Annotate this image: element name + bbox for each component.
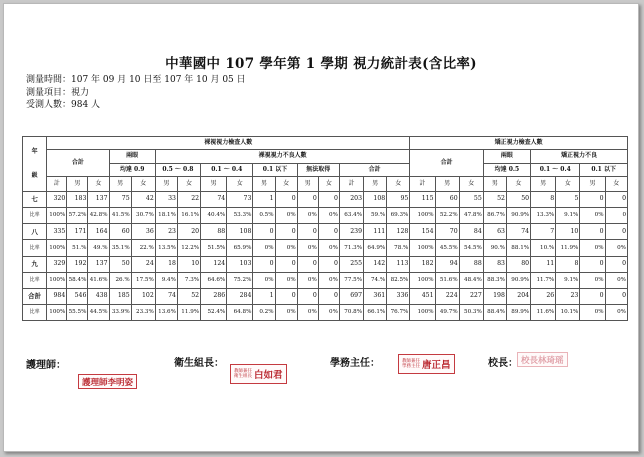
count-cell: 335 — [47, 224, 67, 240]
count-cell: 0 — [580, 288, 605, 304]
range-01-04-header: 0.1 ～ 0.4 — [201, 163, 253, 176]
count-cell: 329 — [47, 256, 67, 272]
count-cell: 0 — [297, 288, 318, 304]
ratio-cell: 13.5% — [155, 240, 177, 256]
grade-label: 七 — [23, 192, 47, 208]
ratio-cell: 10.1% — [556, 304, 580, 320]
table-row — [23, 224, 628, 240]
ratio-cell: 0% — [318, 208, 339, 224]
ratio-cell: 7.3% — [177, 272, 200, 288]
ratio-cell: 88.1% — [506, 240, 530, 256]
ratio-cell: 64.8% — [227, 304, 253, 320]
count-cell: 203 — [339, 192, 363, 208]
corr-range-01-04-header: 0.1 ～ 0.4 — [531, 163, 580, 176]
ratio-label: 比率 — [23, 272, 47, 288]
academic-stamp-small-a: 教師兼任 — [402, 359, 420, 364]
col-female: 女 — [459, 177, 483, 192]
count-cell: 74 — [506, 224, 530, 240]
ratio-cell: 0% — [253, 240, 275, 256]
header-row-2 — [23, 150, 628, 163]
count-cell: 0 — [297, 224, 318, 240]
ratio-cell: 70.8% — [339, 304, 363, 320]
nurse-stamp — [78, 374, 137, 389]
count-cell: 26 — [531, 288, 556, 304]
col-female: 女 — [506, 177, 530, 192]
ratio-cell: 51.% — [67, 240, 88, 256]
ratio-cell: 100% — [410, 304, 435, 320]
count-cell: 438 — [88, 288, 109, 304]
count-cell: 361 — [364, 288, 387, 304]
table-body — [23, 192, 628, 321]
table-row — [23, 288, 628, 304]
col-total: 計 — [410, 177, 435, 192]
ratio-cell: 90.9% — [506, 272, 530, 288]
academic-stamp-name: 唐正昌 — [422, 360, 451, 371]
table-row — [23, 240, 628, 256]
count-cell: 137 — [88, 256, 109, 272]
count-cell: 55 — [459, 192, 483, 208]
ratio-cell: 100% — [47, 240, 67, 256]
meta-block — [26, 74, 246, 112]
count-cell: 0 — [318, 256, 339, 272]
col-total: 計 — [339, 177, 363, 192]
ratio-cell: 64.6% — [201, 272, 227, 288]
naked-total-header: 合計 — [47, 150, 109, 177]
count-cell: 80 — [506, 256, 530, 272]
count-cell: 183 — [67, 192, 88, 208]
ratio-cell: 22.% — [131, 240, 155, 256]
ratio-cell: 26.% — [109, 272, 131, 288]
count-cell: 108 — [227, 224, 253, 240]
count-cell: 0 — [318, 192, 339, 208]
ratio-cell: 54.5% — [459, 240, 483, 256]
table-row — [23, 256, 628, 272]
ratio-cell: 0% — [275, 240, 297, 256]
ratio-cell: 11.6% — [531, 304, 556, 320]
academic-stamp-small-b: 學務主任 — [402, 364, 420, 369]
count-cell: 286 — [201, 288, 227, 304]
ratio-cell: 90.9% — [506, 208, 530, 224]
col-female: 女 — [177, 177, 200, 192]
count-cell: 224 — [435, 288, 459, 304]
ratio-cell: 52.2% — [435, 208, 459, 224]
ratio-cell: 18.1% — [155, 208, 177, 224]
ratio-cell: 0% — [580, 240, 605, 256]
count-cell: 60 — [109, 224, 131, 240]
count-cell: 0 — [297, 256, 318, 272]
ratio-cell: 0% — [297, 272, 318, 288]
count-cell: 192 — [67, 256, 88, 272]
col-male: 男 — [67, 177, 88, 192]
ratio-cell: 63.4% — [339, 208, 363, 224]
table-row — [23, 272, 628, 288]
ratio-cell: 9.4% — [155, 272, 177, 288]
ratio-label: 比率 — [23, 304, 47, 320]
count-cell: 182 — [410, 256, 435, 272]
corrected-bad-header: 矯正視力不良 — [531, 150, 628, 163]
col-male: 男 — [580, 177, 605, 192]
count-cell: 20 — [177, 224, 200, 240]
count-cell: 60 — [435, 192, 459, 208]
ratio-cell: 0% — [297, 208, 318, 224]
count-cell: 185 — [109, 288, 131, 304]
count-cell: 0 — [318, 224, 339, 240]
count-cell: 0 — [580, 256, 605, 272]
grade-header — [23, 137, 47, 192]
avg05-header: 均達 0.5 — [483, 163, 530, 176]
ratio-cell: 0.5% — [253, 208, 275, 224]
corrected-title: 矯正視力檢查人數 — [410, 137, 628, 150]
col-female: 女 — [605, 177, 627, 192]
ratio-cell: 0% — [580, 272, 605, 288]
col-male: 男 — [483, 177, 506, 192]
count-cell: 74 — [201, 192, 227, 208]
col-female: 女 — [131, 177, 155, 192]
ratio-cell: 100% — [410, 208, 435, 224]
ratio-cell: 89.9% — [506, 304, 530, 320]
count-cell: 5 — [556, 192, 580, 208]
count-cell: 24 — [131, 256, 155, 272]
count-cell: 198 — [483, 288, 506, 304]
ratio-cell: 51.6% — [435, 272, 459, 288]
ratio-cell: 23.3% — [131, 304, 155, 320]
count-cell: 546 — [67, 288, 88, 304]
count-cell: 137 — [88, 192, 109, 208]
count-cell: 164 — [88, 224, 109, 240]
count-cell: 42 — [131, 192, 155, 208]
count-cell: 70 — [435, 224, 459, 240]
table-row — [23, 304, 628, 320]
ratio-cell: 69.3% — [387, 208, 410, 224]
grade-label: 八 — [23, 224, 47, 240]
ratio-cell: 33.9% — [109, 304, 131, 320]
col-total: 計 — [47, 177, 67, 192]
ratio-cell: 45.5% — [435, 240, 459, 256]
count-cell: 984 — [47, 288, 67, 304]
ratio-cell: 11.9% — [556, 240, 580, 256]
col-male: 男 — [364, 177, 387, 192]
col-male: 男 — [297, 177, 318, 192]
ratio-cell: 88.3% — [483, 272, 506, 288]
col-female: 女 — [275, 177, 297, 192]
count-cell: 102 — [131, 288, 155, 304]
count-cell: 52 — [177, 288, 200, 304]
ratio-cell: 10.% — [531, 240, 556, 256]
academic-director-stamp — [398, 354, 455, 374]
col-male: 男 — [155, 177, 177, 192]
ratio-cell: 47.8% — [459, 208, 483, 224]
count-cell: 239 — [339, 224, 363, 240]
academic-director-label: 學務主任： — [330, 358, 380, 369]
count-cell: 0 — [605, 288, 627, 304]
count-cell: 0 — [605, 192, 627, 208]
ratio-cell: 59.% — [364, 208, 387, 224]
measure-item: 測量項目：視力 — [26, 87, 90, 98]
count-cell: 0 — [318, 288, 339, 304]
count-cell: 33 — [155, 192, 177, 208]
naked-bad-header: 裸視視力不良人數 — [155, 150, 410, 163]
count-cell: 63 — [483, 224, 506, 240]
col-female: 女 — [387, 177, 410, 192]
ratio-cell: 100% — [47, 208, 67, 224]
col-male: 男 — [201, 177, 227, 192]
ratio-cell: 71.3% — [339, 240, 363, 256]
count-cell: 94 — [435, 256, 459, 272]
col-female: 女 — [556, 177, 580, 192]
ratio-cell: 100% — [410, 240, 435, 256]
count-cell: 1 — [253, 288, 275, 304]
col-male: 男 — [253, 177, 275, 192]
academic-stamp-small — [402, 359, 420, 369]
table-row — [23, 192, 628, 208]
ratio-cell: 11.7% — [531, 272, 556, 288]
tested-count: 受測人數：984 人 — [26, 100, 101, 110]
count-cell: 128 — [387, 224, 410, 240]
ratio-cell: 100% — [410, 272, 435, 288]
count-cell: 0 — [605, 256, 627, 272]
count-cell: 74 — [155, 288, 177, 304]
ratio-cell: 75.2% — [227, 272, 253, 288]
both-eyes-header: 兩眼 — [109, 150, 155, 163]
ratio-cell: 65.9% — [227, 240, 253, 256]
ratio-cell: 50.3% — [459, 304, 483, 320]
ratio-cell: 13.3% — [531, 208, 556, 224]
nurse-stamp-text: 護理師李明姿 — [82, 377, 134, 388]
count-cell: 0 — [275, 192, 297, 208]
count-cell: 11 — [531, 256, 556, 272]
ratio-cell: 58.4% — [67, 272, 88, 288]
count-cell: 88 — [459, 256, 483, 272]
count-cell: 336 — [387, 288, 410, 304]
principal-stamp-text: 校長林琦瑶 — [521, 355, 564, 366]
document-page — [3, 3, 639, 452]
table-row — [23, 208, 628, 224]
count-cell: 10 — [177, 256, 200, 272]
count-cell: 255 — [339, 256, 363, 272]
ratio-cell: 0% — [318, 240, 339, 256]
col-male: 男 — [531, 177, 556, 192]
count-cell: 103 — [227, 256, 253, 272]
ratio-cell: 53.3% — [227, 208, 253, 224]
ratio-cell: 0% — [605, 272, 627, 288]
count-cell: 75 — [109, 192, 131, 208]
ratio-cell: 51.5% — [201, 240, 227, 256]
ratio-cell: 0% — [297, 304, 318, 320]
grade-header-top: 年 — [31, 147, 38, 155]
count-cell: 0 — [297, 192, 318, 208]
ratio-cell: 100% — [47, 304, 67, 320]
count-cell: 227 — [459, 288, 483, 304]
ratio-cell: 40.4% — [201, 208, 227, 224]
count-cell: 204 — [506, 288, 530, 304]
health-stamp-small-a: 教師兼任 — [234, 369, 252, 374]
count-cell: 0 — [275, 288, 297, 304]
count-cell: 115 — [410, 192, 435, 208]
count-cell: 154 — [410, 224, 435, 240]
ratio-cell: 0% — [580, 304, 605, 320]
ratio-cell: 35.1% — [109, 240, 131, 256]
ratio-cell: 0% — [275, 304, 297, 320]
col-male: 男 — [435, 177, 459, 192]
count-cell: 18 — [155, 256, 177, 272]
ratio-cell: 66.1% — [364, 304, 387, 320]
count-cell: 111 — [364, 224, 387, 240]
count-cell: 0 — [253, 256, 275, 272]
count-cell: 284 — [227, 288, 253, 304]
corr-below-01-header: 0.1 以下 — [580, 163, 628, 176]
col-female: 女 — [318, 177, 339, 192]
count-cell: 124 — [201, 256, 227, 272]
count-cell: 84 — [459, 224, 483, 240]
ratio-cell: 64.9% — [364, 240, 387, 256]
count-cell: 142 — [364, 256, 387, 272]
count-cell: 23 — [155, 224, 177, 240]
ratio-label: 比率 — [23, 240, 47, 256]
ratio-cell: 76.7% — [387, 304, 410, 320]
page-title: 中華國中 107 學年第 1 學期 視力統計表(含比率) — [165, 56, 477, 72]
count-cell: 0 — [275, 224, 297, 240]
count-cell: 108 — [364, 192, 387, 208]
count-cell: 36 — [131, 224, 155, 240]
col-male: 男 — [109, 177, 131, 192]
header-row-3 — [23, 163, 628, 176]
ratio-cell: 16.1% — [177, 208, 200, 224]
count-cell: 88 — [201, 224, 227, 240]
count-cell: 0 — [275, 256, 297, 272]
ratio-cell: 90.% — [483, 240, 506, 256]
unable-header: 無法取得 — [297, 163, 339, 176]
health-leader-stamp — [230, 364, 287, 384]
ratio-cell: 77.5% — [339, 272, 363, 288]
ratio-cell: 0% — [318, 304, 339, 320]
ratio-cell: 0% — [253, 272, 275, 288]
nurse-label: 護理師： — [26, 360, 66, 371]
ratio-label: 比率 — [23, 208, 47, 224]
ratio-cell: 48.4% — [459, 272, 483, 288]
ratio-cell: 74.% — [364, 272, 387, 288]
bad-total-header: 合計 — [339, 163, 409, 176]
header-row-4 — [23, 177, 628, 192]
count-cell: 50 — [109, 256, 131, 272]
grade-label: 九 — [23, 256, 47, 272]
ratio-cell: 41.5% — [109, 208, 131, 224]
count-cell: 451 — [410, 288, 435, 304]
count-cell: 0 — [580, 224, 605, 240]
ratio-cell: 9.1% — [556, 272, 580, 288]
ratio-cell: 52.4% — [201, 304, 227, 320]
ratio-cell: 57.2% — [67, 208, 88, 224]
ratio-cell: 100% — [47, 272, 67, 288]
count-cell: 50 — [506, 192, 530, 208]
count-cell: 52 — [483, 192, 506, 208]
count-cell: 113 — [387, 256, 410, 272]
naked-title: 裸視視力檢查人數 — [47, 137, 410, 150]
ratio-cell: 0% — [297, 240, 318, 256]
ratio-cell: 42.8% — [88, 208, 109, 224]
ratio-cell: 17.5% — [131, 272, 155, 288]
ratio-cell: 9.1% — [556, 208, 580, 224]
ratio-cell: 11.9% — [177, 304, 200, 320]
grade-label: 合計 — [23, 288, 47, 304]
corrected-both-eyes-header: 兩眼 — [483, 150, 530, 163]
measure-date: 測量時間：107 年 09 月 10 日至 107 年 10 月 05 日 — [26, 75, 246, 85]
ratio-cell: 41.6% — [88, 272, 109, 288]
count-cell: 73 — [227, 192, 253, 208]
ratio-cell: 82.5% — [387, 272, 410, 288]
count-cell: 83 — [483, 256, 506, 272]
count-cell: 23 — [556, 288, 580, 304]
ratio-cell: 55.5% — [67, 304, 88, 320]
ratio-cell: 0% — [605, 240, 627, 256]
principal-stamp — [517, 352, 568, 367]
below-01-header: 0.1 以下 — [253, 163, 297, 176]
ratio-cell: 49.7% — [435, 304, 459, 320]
count-cell: 1 — [253, 192, 275, 208]
ratio-cell: 0% — [275, 208, 297, 224]
principal-label: 校長： — [488, 358, 518, 369]
count-cell: 10 — [556, 224, 580, 240]
avg09-header: 均達 0.9 — [109, 163, 155, 176]
count-cell: 697 — [339, 288, 363, 304]
count-cell: 0 — [253, 224, 275, 240]
ratio-cell: 12.2% — [177, 240, 200, 256]
ratio-cell: 44.5% — [88, 304, 109, 320]
ratio-cell: 86.7% — [483, 208, 506, 224]
ratio-cell: 13.6% — [155, 304, 177, 320]
ratio-cell: 30.7% — [131, 208, 155, 224]
ratio-cell: 49.% — [88, 240, 109, 256]
col-female: 女 — [227, 177, 253, 192]
range-05-08-header: 0.5 ～ 0.8 — [155, 163, 200, 176]
col-female: 女 — [88, 177, 109, 192]
health-leader-label: 衛生組長： — [174, 358, 224, 369]
count-cell: 7 — [531, 224, 556, 240]
ratio-cell: 0 — [605, 208, 627, 224]
header-row-1 — [23, 137, 628, 150]
count-cell: 8 — [556, 256, 580, 272]
vision-stats-table — [22, 136, 628, 321]
count-cell: 95 — [387, 192, 410, 208]
ratio-cell: 0% — [318, 272, 339, 288]
ratio-cell: 0% — [275, 272, 297, 288]
count-cell: 8 — [531, 192, 556, 208]
corrected-total-header: 合計 — [410, 150, 483, 177]
health-stamp-name: 白如君 — [254, 370, 283, 381]
ratio-cell: 78.% — [387, 240, 410, 256]
count-cell: 171 — [67, 224, 88, 240]
ratio-cell: 88.4% — [483, 304, 506, 320]
ratio-cell: 0% — [580, 208, 605, 224]
ratio-cell: 0.2% — [253, 304, 275, 320]
health-stamp-small-b: 衛生組長 — [234, 374, 252, 379]
health-stamp-small — [234, 369, 252, 379]
ratio-cell: 0% — [605, 304, 627, 320]
count-cell: 22 — [177, 192, 200, 208]
count-cell: 320 — [47, 192, 67, 208]
grade-header-bottom: 級 — [31, 172, 38, 180]
count-cell: 0 — [605, 224, 627, 240]
count-cell: 0 — [580, 192, 605, 208]
